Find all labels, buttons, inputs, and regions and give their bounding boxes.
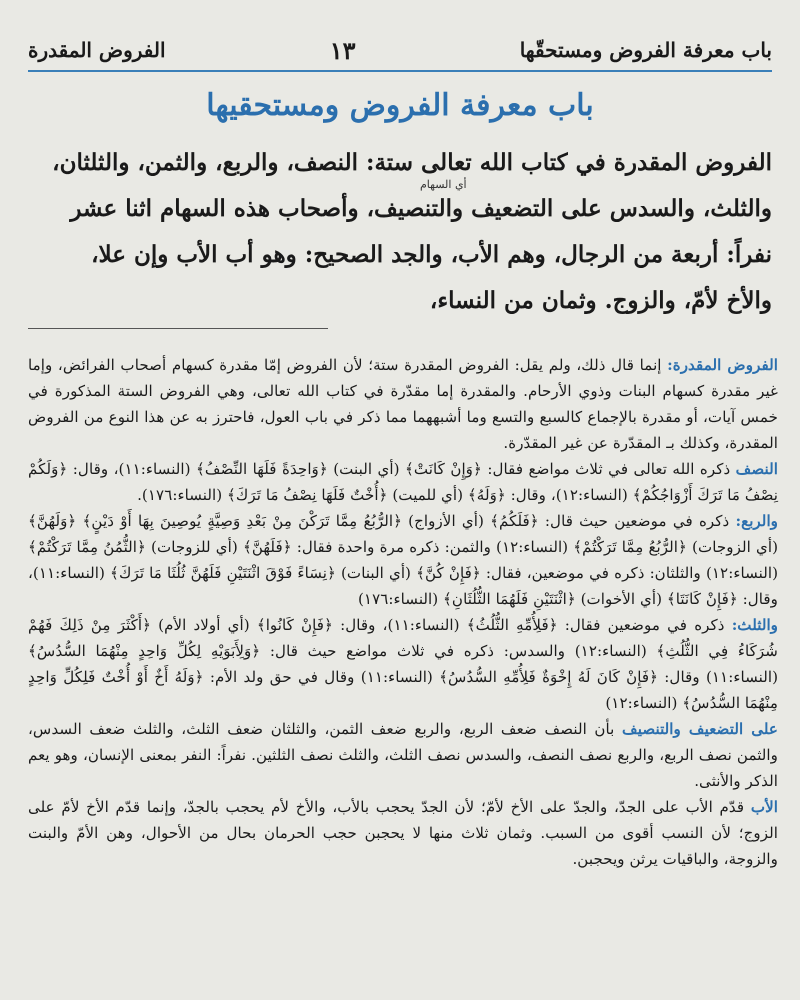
commentary-paragraph bbox=[28, 612, 778, 716]
header-section-title: الفروض المقدرة bbox=[28, 38, 166, 62]
commentary-keyword: والربع: bbox=[735, 512, 778, 530]
commentary-text: قدّم الأب على الجدّ، والجدّ على الأخ لأمّ؛ لأن الجدّ يحجب بالأب، والأخ لأم يحجب بالجدّ، وإنما قدّم الأخ لأمّ على الزوج؛ لأن النسب أقوى من السبب. وثمان ثلاث منها لا يحجبن حجب الحرمان بحال من الأحوال، وهن الأمّ والبنت والزوجة، والباقيات يرثن ويحجبن. bbox=[28, 798, 778, 868]
main-text-line: والثلث، والسدس على التضعيف والتنصيف، وأصحاب هذه السهام اثنا عشر bbox=[70, 195, 772, 222]
commentary bbox=[28, 352, 778, 872]
commentary-keyword: والثلث: bbox=[731, 616, 778, 634]
commentary-paragraph bbox=[28, 352, 778, 456]
main-text-line: والأخ لأمّ، والزوج. وثمان من النساء، bbox=[429, 287, 772, 314]
footnote-divider bbox=[28, 328, 328, 329]
running-header bbox=[28, 30, 772, 72]
commentary-keyword: على التضعيف والتنصيف bbox=[622, 720, 778, 738]
chapter-title: باب معرفة الفروض ومستحقيها bbox=[206, 88, 594, 123]
commentary-keyword: الأب bbox=[750, 798, 778, 816]
main-text-line: نفراً: أربعة من الرجال، وهم الأب، والجد الصحيح: وهو أب الأب وإن علا، bbox=[91, 241, 772, 268]
commentary-paragraph bbox=[28, 794, 778, 872]
main-text-line: الفروض المقدرة في كتاب الله تعالى ستة: النصف، والربع، والثمن، والثلثان، bbox=[52, 149, 772, 176]
page-number: ١٣ bbox=[329, 35, 356, 65]
commentary-paragraph bbox=[28, 508, 778, 612]
main-text bbox=[28, 140, 772, 324]
commentary-text: ذكره في موضعين فقال: ﴿فَلِأُمِّهِ الثُّلُثُ﴾ (النساء:١١)، وقال: ﴿فَإِنْ كَانُوا﴾ (أي أولاد الأم) ﴿أَكْثَرَ مِنْ ذَلِكَ فَهُمْ شُرَكَاءُ فِي الثُّلُثِ﴾ (النساء:١٢) والسدس: ذكره في ثلاث مواضع حيث قال: ﴿وَلِأَبَوَيْهِ لِكُلِّ وَاحِدٍ مِنْهُمَا السُّدُسُ﴾ (النساء:١١) وقال: ﴿فَإِنْ كَانَ لَهُ إِخْوَةٌ فَلِأُمِّهِ السُّدُسُ﴾ (النساء:١١) وقال في حق ولد الأم: ﴿وَلَهُ أَخٌ أَوْ أُخْتٌ فَلِكُلِّ وَاحِدٍ مِنْهُمَا السُّدُسُ﴾ (النساء:١٢) bbox=[28, 616, 778, 712]
commentary-paragraph bbox=[28, 716, 778, 794]
commentary-text: ذكره في موضعين حيث قال: ﴿فَلَكُمُ﴾ (أي الأزواج) ﴿الرُّبُعُ مِمَّا تَرَكْنَ مِنْ بَعْدِ وَصِيَّةٍ يُوصِينَ بِهَا أَوْ دَيْنٍ﴾ ﴿وَلَهُنَّ﴾ (أي الزوجات) ﴿الرُّبُعُ مِمَّا تَرَكْتُمْ﴾ (النساء:١٢) والثمن: ذكره مرة واحدة فقال: ﴿فَلَهُنَّ﴾ (أي للزوجات) ﴿الثُّمُنُ مِمَّا تَرَكْتُمْ﴾ (النساء:١٢) والثلثان: ذكره في موضعين، فقال: ﴿فَإِنْ كُنَّ﴾ (أي البنات) ﴿نِسَاءً فَوْقَ اثْنَتَيْنِ فَلَهُنَّ ثُلُثَا مَا تَرَكَ﴾ (النساء:١١)، وقال: ﴿فَإِنْ كَانَتَا﴾ (أي الأخوات) ﴿اثْنَتَيْنِ فَلَهُمَا الثُّلُثَانِ﴾ (النساء:١٧٦) bbox=[28, 512, 779, 608]
commentary-text: إنما قال ذلك، ولم يقل: الفروض المقدرة ستة؛ لأن الفروض إمّا مقدرة كسهام أصحاب الفرائض، وإما غير مقدرة كسهام البنات وذوي الأرحام. والمقدرة إما مقدّرة في كتاب الله تعالى، وهي الفروض الستة المذكورة في خمس آيات، أو مقدرة بالإجماع كالسبع والتسع وما أشبههما مما ذكر في باب العول، فاحترز به عن هذا النوع من الفروض المقدرة، وكذلك بـ المقدّرة عن غير المقدّرة. bbox=[28, 356, 778, 452]
commentary-text: بأن النصف ضعف الربع، والربع ضعف الثمن، والثلثان ضعف الثلث، والثلث ضعف السدس، والثمن نصف الربع، والربع نصف النصف، والسدس نصف الثلث، والثلث نصف الثلثين. نفراً: النفر بمعنى الإنسان، وهو يعم الذكر والأنثى. bbox=[28, 720, 778, 790]
header-chapter-title: باب معرفة الفروض ومستحقّها bbox=[519, 38, 772, 62]
commentary-keyword: النصف bbox=[735, 460, 778, 478]
commentary-paragraph bbox=[28, 456, 778, 508]
commentary-text: ذكره الله تعالى في ثلاث مواضع فقال: ﴿وَإِنْ كَانَتْ﴾ (أي البنت) ﴿وَاحِدَةً فَلَهَا النِّصْفُ﴾ (النساء:١١)، وقال: ﴿وَلَكُمْ نِصْفُ مَا تَرَكَ أَزْوَاجُكُمْ﴾ (النساء:١٢)، وقال: ﴿وَلَهُ﴾ (أي للميت) ﴿أُخْتٌ فَلَهَا نِصْفُ مَا تَرَكَ﴾ (النساء:١٧٦). bbox=[28, 460, 778, 504]
commentary-keyword: الفروض المقدرة: bbox=[667, 356, 779, 374]
interlinear-gloss: أي السهام bbox=[420, 178, 467, 191]
